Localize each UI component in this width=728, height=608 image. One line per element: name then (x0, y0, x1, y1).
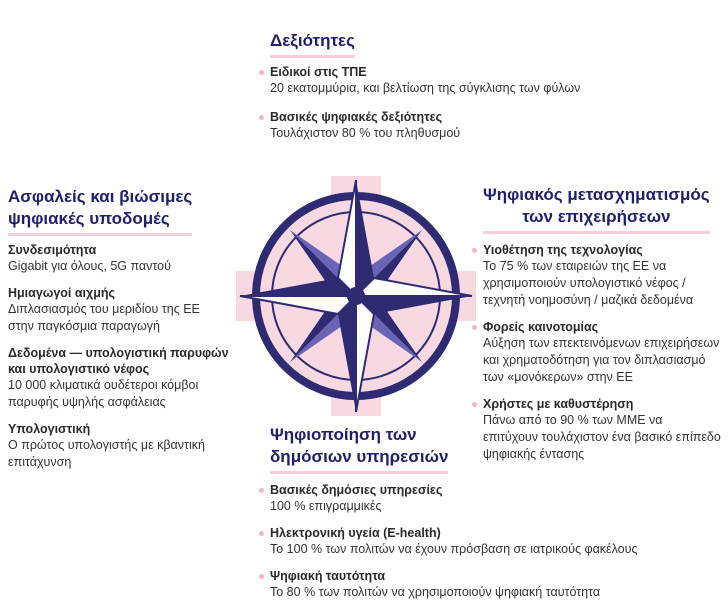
item-desc: Το 80 % των πολιτών να χρησιμοποιούν ψηφιακή ταυτότητα (270, 585, 601, 599)
item-desc: επιτάχυνση (8, 455, 72, 469)
item-desc: Αύξηση των επεκτεινόμενων επιχειρήσεων (483, 336, 720, 350)
item-desc: 10 000 κλιματικά ουδέτεροι κόμβοι (8, 378, 199, 392)
infrastructure-heading (8, 186, 192, 236)
list-item (270, 64, 710, 97)
heading-line: Ψηφιακός μετασχηματισμός (483, 185, 710, 204)
heading-line: ψηφιακές υποδομές (8, 209, 170, 228)
list-item (270, 525, 720, 558)
list-item (8, 242, 253, 275)
public-services-heading (270, 424, 448, 474)
bullet-icon (259, 115, 264, 120)
item-title: Ηλεκτρονική υγεία (E-health) (270, 526, 441, 540)
list-item (8, 421, 253, 471)
item-title: Συνδεσιμότητα (8, 243, 97, 257)
heading-line: Ψηφιοποίηση των (270, 425, 417, 444)
section-skills (270, 30, 710, 142)
item-desc: των «μονόκερων» στην ΕΕ (483, 370, 633, 384)
item-title: Φορείς καινοτομίας (483, 320, 599, 334)
heading-line: δημόσιων υπηρεσιών (270, 447, 449, 466)
section-infrastructure (8, 186, 253, 471)
item-desc: Το 75 % των εταιρειών της ΕΕ να (483, 259, 667, 273)
list-item (483, 319, 723, 386)
heading-line: των επιχειρήσεων (522, 207, 671, 226)
item-title: Δεδομένα — υπολογιστική παρυφών (8, 346, 229, 360)
item-desc: Διπλασιασμός του μεριδίου της ΕΕ (8, 302, 200, 316)
compass-rose-icon (236, 176, 476, 416)
item-title: Ειδικοί στις ΤΠΕ (270, 65, 367, 79)
item-title: Ημιαγωγοί αιχμής (8, 286, 116, 300)
section-business (483, 184, 723, 463)
section-public-services (270, 424, 720, 601)
heading-line: Ασφαλείς και βιώσιμες (8, 187, 193, 206)
item-title: Χρήστες με καθυστέρηση (483, 397, 634, 411)
item-desc: 20 εκατομμύρια, και βελτίωση της σύγκλισης των φύλων (270, 81, 581, 95)
item-desc: Το 100 % των πολιτών να έχουν πρόσβαση σε ιατρικούς φακέλους (270, 542, 638, 556)
bullet-icon (259, 531, 264, 536)
list-item (270, 482, 720, 515)
skills-heading: Δεξιότητες (270, 30, 355, 58)
item-desc: Gigabit για όλους, 5G παντού (8, 259, 171, 273)
list-item (270, 109, 710, 142)
list-item (483, 242, 723, 309)
item-desc: Ο πρώτος υπολογιστής με κβαντική (8, 438, 205, 452)
item-title: και υπολογιστικό νέφος (8, 362, 150, 376)
item-desc: Τουλάχιστον 80 % του πληθυσμού (270, 126, 461, 140)
item-desc: ψηφιακής έντασης (483, 447, 585, 461)
business-heading (483, 184, 710, 234)
item-desc: 100 % επιγραμμικές (270, 499, 382, 513)
list-item (8, 285, 253, 335)
item-title: Βασικές δημόσιες υπηρεσίες (270, 483, 443, 497)
item-desc: στην παγκόσμια παραγωγή (8, 319, 160, 333)
bullet-icon (259, 574, 264, 579)
item-desc: χρησιμοποιούν υπολογιστικό νέφος / (483, 276, 686, 290)
bullet-icon (259, 70, 264, 75)
item-desc: και χρηματοδότηση για τον διπλασιασμό (483, 353, 706, 367)
item-desc: επιτύχουν τουλάχιστον ένα βασικό επίπεδο (483, 430, 721, 444)
list-item (270, 568, 720, 601)
list-item (8, 345, 253, 411)
item-desc: παρυφής υψηλής ασφάλειας (8, 395, 166, 409)
item-title: Ψηφιακή ταυτότητα (270, 569, 386, 583)
item-title: Βασικές ψηφιακές δεξιότητες (270, 110, 443, 124)
item-title: Υπολογιστική (8, 422, 91, 436)
item-title: Υιοθέτηση της τεχνολογίας (483, 243, 643, 257)
bullet-icon (259, 488, 264, 493)
item-desc: Πάνω από το 90 % των ΜΜΕ να (483, 413, 663, 427)
item-desc: τεχνητή νοημοσύνη / μαζικά δεδομένα (483, 293, 694, 307)
